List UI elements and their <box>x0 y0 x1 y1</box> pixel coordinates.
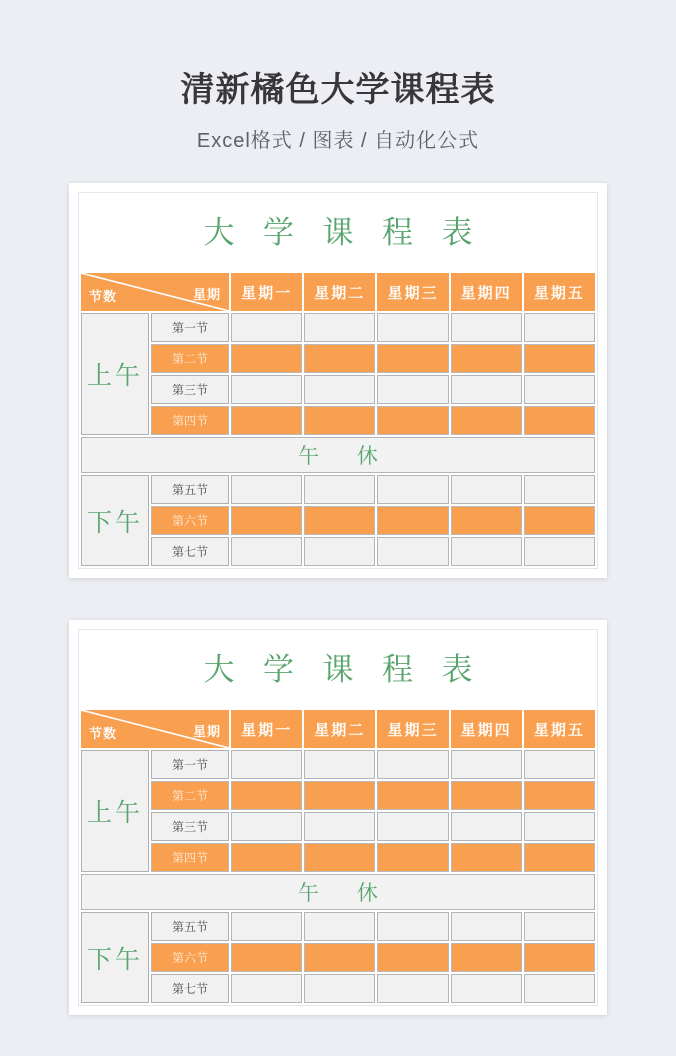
period-row <box>81 506 595 535</box>
section-cell-afternoon: 下午 <box>81 912 149 1003</box>
schedule-cell <box>377 943 448 972</box>
schedule-cell <box>304 812 375 841</box>
cards-area <box>69 183 607 1015</box>
period-label-cell: 第二节 <box>151 344 229 373</box>
schedule-cell <box>377 313 448 342</box>
schedule-cell <box>304 912 375 941</box>
schedule-cell <box>231 537 302 566</box>
schedule-cell <box>231 843 302 872</box>
rows-axis-label: 节数 <box>89 726 118 741</box>
period-row <box>81 812 595 841</box>
schedule-cell <box>524 506 595 535</box>
sheet-title: 大学课程表 <box>203 652 502 687</box>
section-cell-morning: 上午 <box>81 750 149 872</box>
schedule-cell <box>524 943 595 972</box>
day-header-monday: 星期一 <box>231 710 302 748</box>
period-row <box>81 475 595 504</box>
schedule-cell <box>231 781 302 810</box>
schedule-cell <box>231 812 302 841</box>
schedule-cell <box>231 943 302 972</box>
schedule-cell <box>451 344 522 373</box>
period-label-cell: 第六节 <box>151 506 229 535</box>
schedule-cell <box>304 313 375 342</box>
schedule-cell <box>451 537 522 566</box>
schedule-table <box>79 271 597 568</box>
schedule-cell <box>524 750 595 779</box>
day-header-wednesday: 星期三 <box>377 710 448 748</box>
cols-axis-label: 星期 <box>192 724 221 739</box>
schedule-cell <box>304 750 375 779</box>
schedule-cell <box>377 475 448 504</box>
period-row <box>81 843 595 872</box>
schedule-cell <box>377 843 448 872</box>
schedule-cell <box>304 375 375 404</box>
schedule-cell <box>451 943 522 972</box>
cols-axis-label: 星期 <box>192 287 221 302</box>
noon-break-cell: 午休 <box>81 874 595 910</box>
period-row <box>81 750 595 779</box>
schedule-cell <box>524 537 595 566</box>
schedule-sheet <box>78 629 598 1006</box>
schedule-cell <box>524 781 595 810</box>
schedule-cell <box>377 375 448 404</box>
noon-break-row <box>81 437 595 473</box>
period-row <box>81 375 595 404</box>
schedule-cell <box>377 974 448 1003</box>
day-header-wednesday: 星期三 <box>377 273 448 311</box>
period-row <box>81 537 595 566</box>
noon-break-row <box>81 874 595 910</box>
period-label-cell: 第一节 <box>151 750 229 779</box>
schedule-cell <box>524 843 595 872</box>
corner-cell <box>81 273 229 311</box>
section-cell-afternoon: 下午 <box>81 475 149 566</box>
schedule-cell <box>524 812 595 841</box>
schedule-cell <box>451 475 522 504</box>
schedule-cell <box>231 506 302 535</box>
schedule-cell <box>377 406 448 435</box>
rows-axis-label: 节数 <box>89 289 118 304</box>
day-header-friday: 星期五 <box>524 273 595 311</box>
period-label-cell: 第四节 <box>151 843 229 872</box>
period-row <box>81 344 595 373</box>
schedule-cell <box>524 974 595 1003</box>
schedule-cell <box>451 375 522 404</box>
schedule-card[interactable] <box>69 620 607 1015</box>
header-row <box>81 710 595 748</box>
schedule-sheet <box>78 192 598 569</box>
schedule-cell <box>304 943 375 972</box>
schedule-cell <box>377 781 448 810</box>
schedule-cell <box>451 843 522 872</box>
schedule-cell <box>304 344 375 373</box>
page-subtitle: Excel格式 / 图表 / 自动化公式 <box>196 130 480 152</box>
period-label-cell: 第七节 <box>151 537 229 566</box>
schedule-cell <box>231 344 302 373</box>
period-label-cell: 第一节 <box>151 313 229 342</box>
schedule-cell <box>231 912 302 941</box>
schedule-cell <box>231 475 302 504</box>
period-row <box>81 313 595 342</box>
schedule-cell <box>231 974 302 1003</box>
schedule-cell <box>524 375 595 404</box>
day-header-tuesday: 星期二 <box>304 710 375 748</box>
period-row <box>81 406 595 435</box>
schedule-cell <box>231 750 302 779</box>
schedule-cell <box>377 344 448 373</box>
period-label-cell: 第二节 <box>151 781 229 810</box>
schedule-cell <box>524 912 595 941</box>
schedule-cell <box>451 781 522 810</box>
schedule-cell <box>524 475 595 504</box>
period-label-cell: 第五节 <box>151 475 229 504</box>
schedule-cell <box>451 974 522 1003</box>
schedule-cell <box>377 506 448 535</box>
section-cell-morning: 上午 <box>81 313 149 435</box>
schedule-cell <box>377 750 448 779</box>
schedule-cell <box>304 406 375 435</box>
sheet-title: 大学课程表 <box>203 215 502 250</box>
schedule-cell <box>377 912 448 941</box>
schedule-table <box>79 708 597 1005</box>
schedule-cell <box>231 313 302 342</box>
schedule-cell <box>451 313 522 342</box>
period-label-cell: 第六节 <box>151 943 229 972</box>
period-row <box>81 974 595 1003</box>
day-header-friday: 星期五 <box>524 710 595 748</box>
day-header-tuesday: 星期二 <box>304 273 375 311</box>
schedule-cell <box>451 506 522 535</box>
period-label-cell: 第五节 <box>151 912 229 941</box>
schedule-cell <box>451 812 522 841</box>
period-label-cell: 第三节 <box>151 812 229 841</box>
period-label-cell: 第四节 <box>151 406 229 435</box>
schedule-cell <box>304 781 375 810</box>
schedule-cell <box>304 506 375 535</box>
schedule-cell <box>451 750 522 779</box>
schedule-cell <box>231 375 302 404</box>
schedule-cell <box>304 843 375 872</box>
period-label-cell: 第七节 <box>151 974 229 1003</box>
schedule-cell <box>304 974 375 1003</box>
schedule-cell <box>524 344 595 373</box>
day-header-monday: 星期一 <box>231 273 302 311</box>
schedule-cell <box>377 812 448 841</box>
day-header-thursday: 星期四 <box>451 710 522 748</box>
schedule-cell <box>524 406 595 435</box>
schedule-cell <box>451 912 522 941</box>
schedule-cell <box>451 406 522 435</box>
schedule-cell <box>304 475 375 504</box>
page-header <box>0 0 676 153</box>
header-row <box>81 273 595 311</box>
period-row <box>81 912 595 941</box>
period-row <box>81 781 595 810</box>
noon-break-cell: 午休 <box>81 437 595 473</box>
corner-cell <box>81 710 229 748</box>
schedule-cell <box>231 406 302 435</box>
day-header-thursday: 星期四 <box>451 273 522 311</box>
schedule-cell <box>524 313 595 342</box>
schedule-card[interactable] <box>69 183 607 578</box>
period-row <box>81 943 595 972</box>
schedule-cell <box>377 537 448 566</box>
page-title: 清新橘色大学课程表 <box>180 71 496 109</box>
period-label-cell: 第三节 <box>151 375 229 404</box>
schedule-cell <box>304 537 375 566</box>
